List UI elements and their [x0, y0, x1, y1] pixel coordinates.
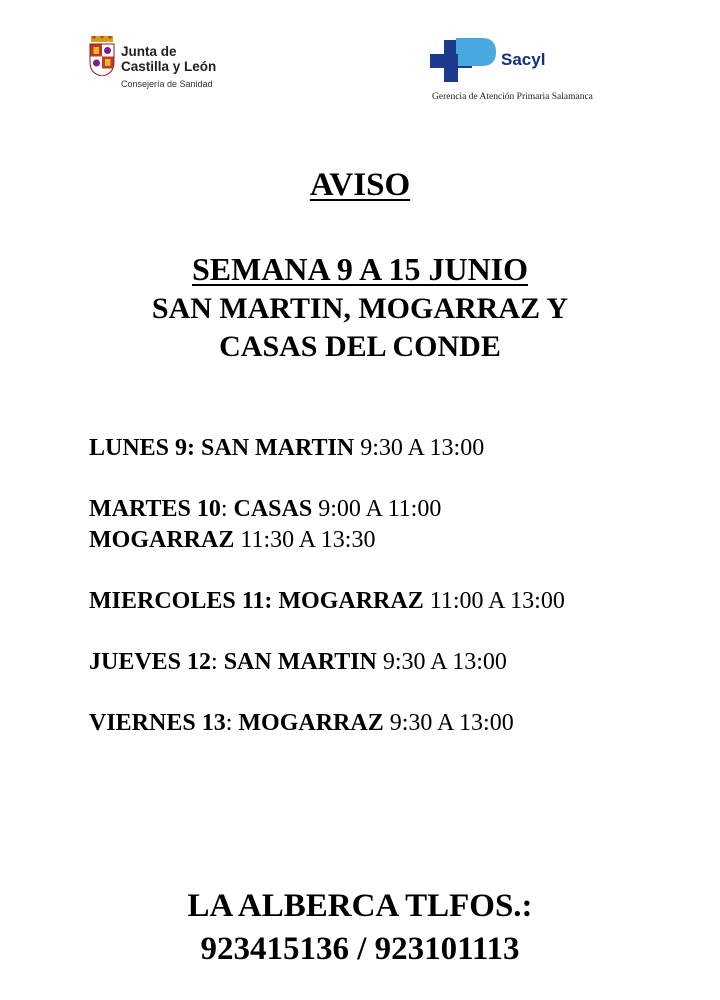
schedule-thursday	[89, 647, 689, 678]
footer-phones: 923415136 / 923101113	[200, 931, 520, 967]
junta-line1: Junta de	[121, 44, 177, 59]
monday-time: 9:30 A 13:00	[360, 435, 485, 461]
thursday-sep: :	[211, 649, 218, 675]
wednesday-time: 11:00 A 13:00	[429, 588, 565, 614]
consejeria-subtitle: Consejería de Sanidad	[121, 79, 213, 89]
sacyl-logo	[428, 34, 608, 106]
thursday-time: 9:30 A 13:00	[382, 649, 507, 675]
tuesday-time1: 9:00 A 11:00	[318, 496, 442, 522]
sacyl-wordmark: Sacyl	[501, 50, 546, 69]
schedule-friday	[89, 708, 689, 739]
schedule-tuesday	[89, 494, 689, 556]
friday-time: 9:30 A 13:00	[389, 710, 514, 736]
towns-line2: CASAS DEL CONDE	[219, 330, 501, 363]
health-cross-icon	[428, 34, 498, 84]
thursday-place: SAN MARTIN	[223, 649, 377, 675]
junta-castilla-leon-logo	[88, 34, 238, 94]
monday-day: LUNES 9:	[89, 435, 196, 461]
tuesday-sep: :	[220, 496, 228, 522]
tuesday-place1: CASAS	[233, 496, 313, 522]
schedule-wednesday	[89, 586, 689, 617]
wednesday-day: MIERCOLES 11:	[89, 588, 273, 614]
friday-day: VIERNES 13	[89, 710, 226, 736]
wednesday-place: MOGARRAZ	[278, 588, 424, 614]
monday-place: SAN MARTIN	[201, 435, 355, 461]
friday-place: MOGARRAZ	[238, 710, 384, 736]
tuesday-time2: 11:30 A 13:30	[240, 527, 376, 553]
castle-lion-shield-icon	[88, 36, 116, 76]
towns-line1: SAN MARTIN, MOGARRAZ Y	[151, 292, 569, 325]
week-heading	[0, 251, 720, 287]
footer-location: LA ALBERCA TLFOS.:	[187, 888, 533, 924]
notice-title	[0, 166, 720, 204]
friday-sep: :	[225, 710, 233, 736]
weekly-schedule	[89, 433, 689, 769]
tuesday-place2: MOGARRAZ	[89, 527, 235, 553]
tuesday-day: MARTES 10	[89, 496, 221, 522]
junta-line2: Castilla y León	[121, 59, 217, 74]
towns-heading	[0, 290, 720, 366]
thursday-day: JUEVES 12	[89, 649, 212, 675]
gerencia-subtitle: Gerencia de Atención Primaria Salamanca	[432, 92, 593, 102]
schedule-monday	[89, 433, 689, 464]
week-range: SEMANA 9 A 15 JUNIO	[191, 251, 529, 287]
aviso-heading: AVISO	[309, 167, 411, 203]
